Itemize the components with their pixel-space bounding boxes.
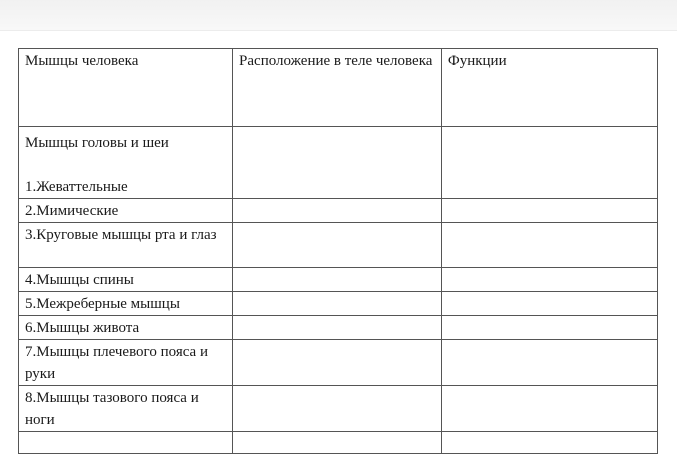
function-cell[interactable]: [441, 432, 657, 454]
muscle-cell: 3.Круговые мышцы рта и глаз: [19, 223, 233, 268]
group-first-item: 1.Жеваттельные: [25, 179, 128, 195]
muscle-cell: 2.Мимические: [19, 199, 233, 223]
table-row: [19, 386, 658, 432]
muscle-cell: 6.Мышцы живота: [19, 316, 233, 340]
function-cell[interactable]: [441, 292, 657, 316]
muscle-cell: 7.Мышцы плечевого пояса и руки: [19, 340, 233, 386]
muscle-group-cell: [19, 127, 233, 199]
table-row-empty: [19, 432, 658, 454]
function-cell[interactable]: [441, 223, 657, 268]
muscle-cell: 8.Мышцы тазового пояса и ноги: [19, 386, 233, 432]
function-cell[interactable]: [441, 127, 657, 199]
table-row: [19, 223, 658, 268]
muscle-cell: 5.Межреберные мышцы: [19, 292, 233, 316]
location-cell[interactable]: [233, 223, 442, 268]
function-cell[interactable]: [441, 386, 657, 432]
function-cell[interactable]: [441, 268, 657, 292]
location-cell[interactable]: [233, 316, 442, 340]
location-cell[interactable]: [233, 199, 442, 223]
header-row: [19, 49, 658, 127]
function-cell[interactable]: [441, 340, 657, 386]
function-cell[interactable]: [441, 199, 657, 223]
muscles-table: [18, 48, 658, 454]
function-cell[interactable]: [441, 316, 657, 340]
group-heading: Мышцы головы и шеи: [25, 135, 169, 151]
location-cell[interactable]: [233, 432, 442, 454]
table-row: [19, 316, 658, 340]
header-location: Расположение в теле человека: [233, 49, 442, 127]
header-functions: Функции: [441, 49, 657, 127]
table-row: [19, 292, 658, 316]
table-row: [19, 199, 658, 223]
muscle-cell[interactable]: [19, 432, 233, 454]
muscle-cell: 4.Мышцы спины: [19, 268, 233, 292]
location-cell[interactable]: [233, 386, 442, 432]
table-row-head-neck: [19, 127, 658, 199]
top-bar: [0, 0, 677, 31]
table-row: [19, 340, 658, 386]
location-cell[interactable]: [233, 268, 442, 292]
header-muscles: Мышцы человека: [19, 49, 233, 127]
location-cell[interactable]: [233, 340, 442, 386]
table-row: [19, 268, 658, 292]
location-cell[interactable]: [233, 127, 442, 199]
location-cell[interactable]: [233, 292, 442, 316]
